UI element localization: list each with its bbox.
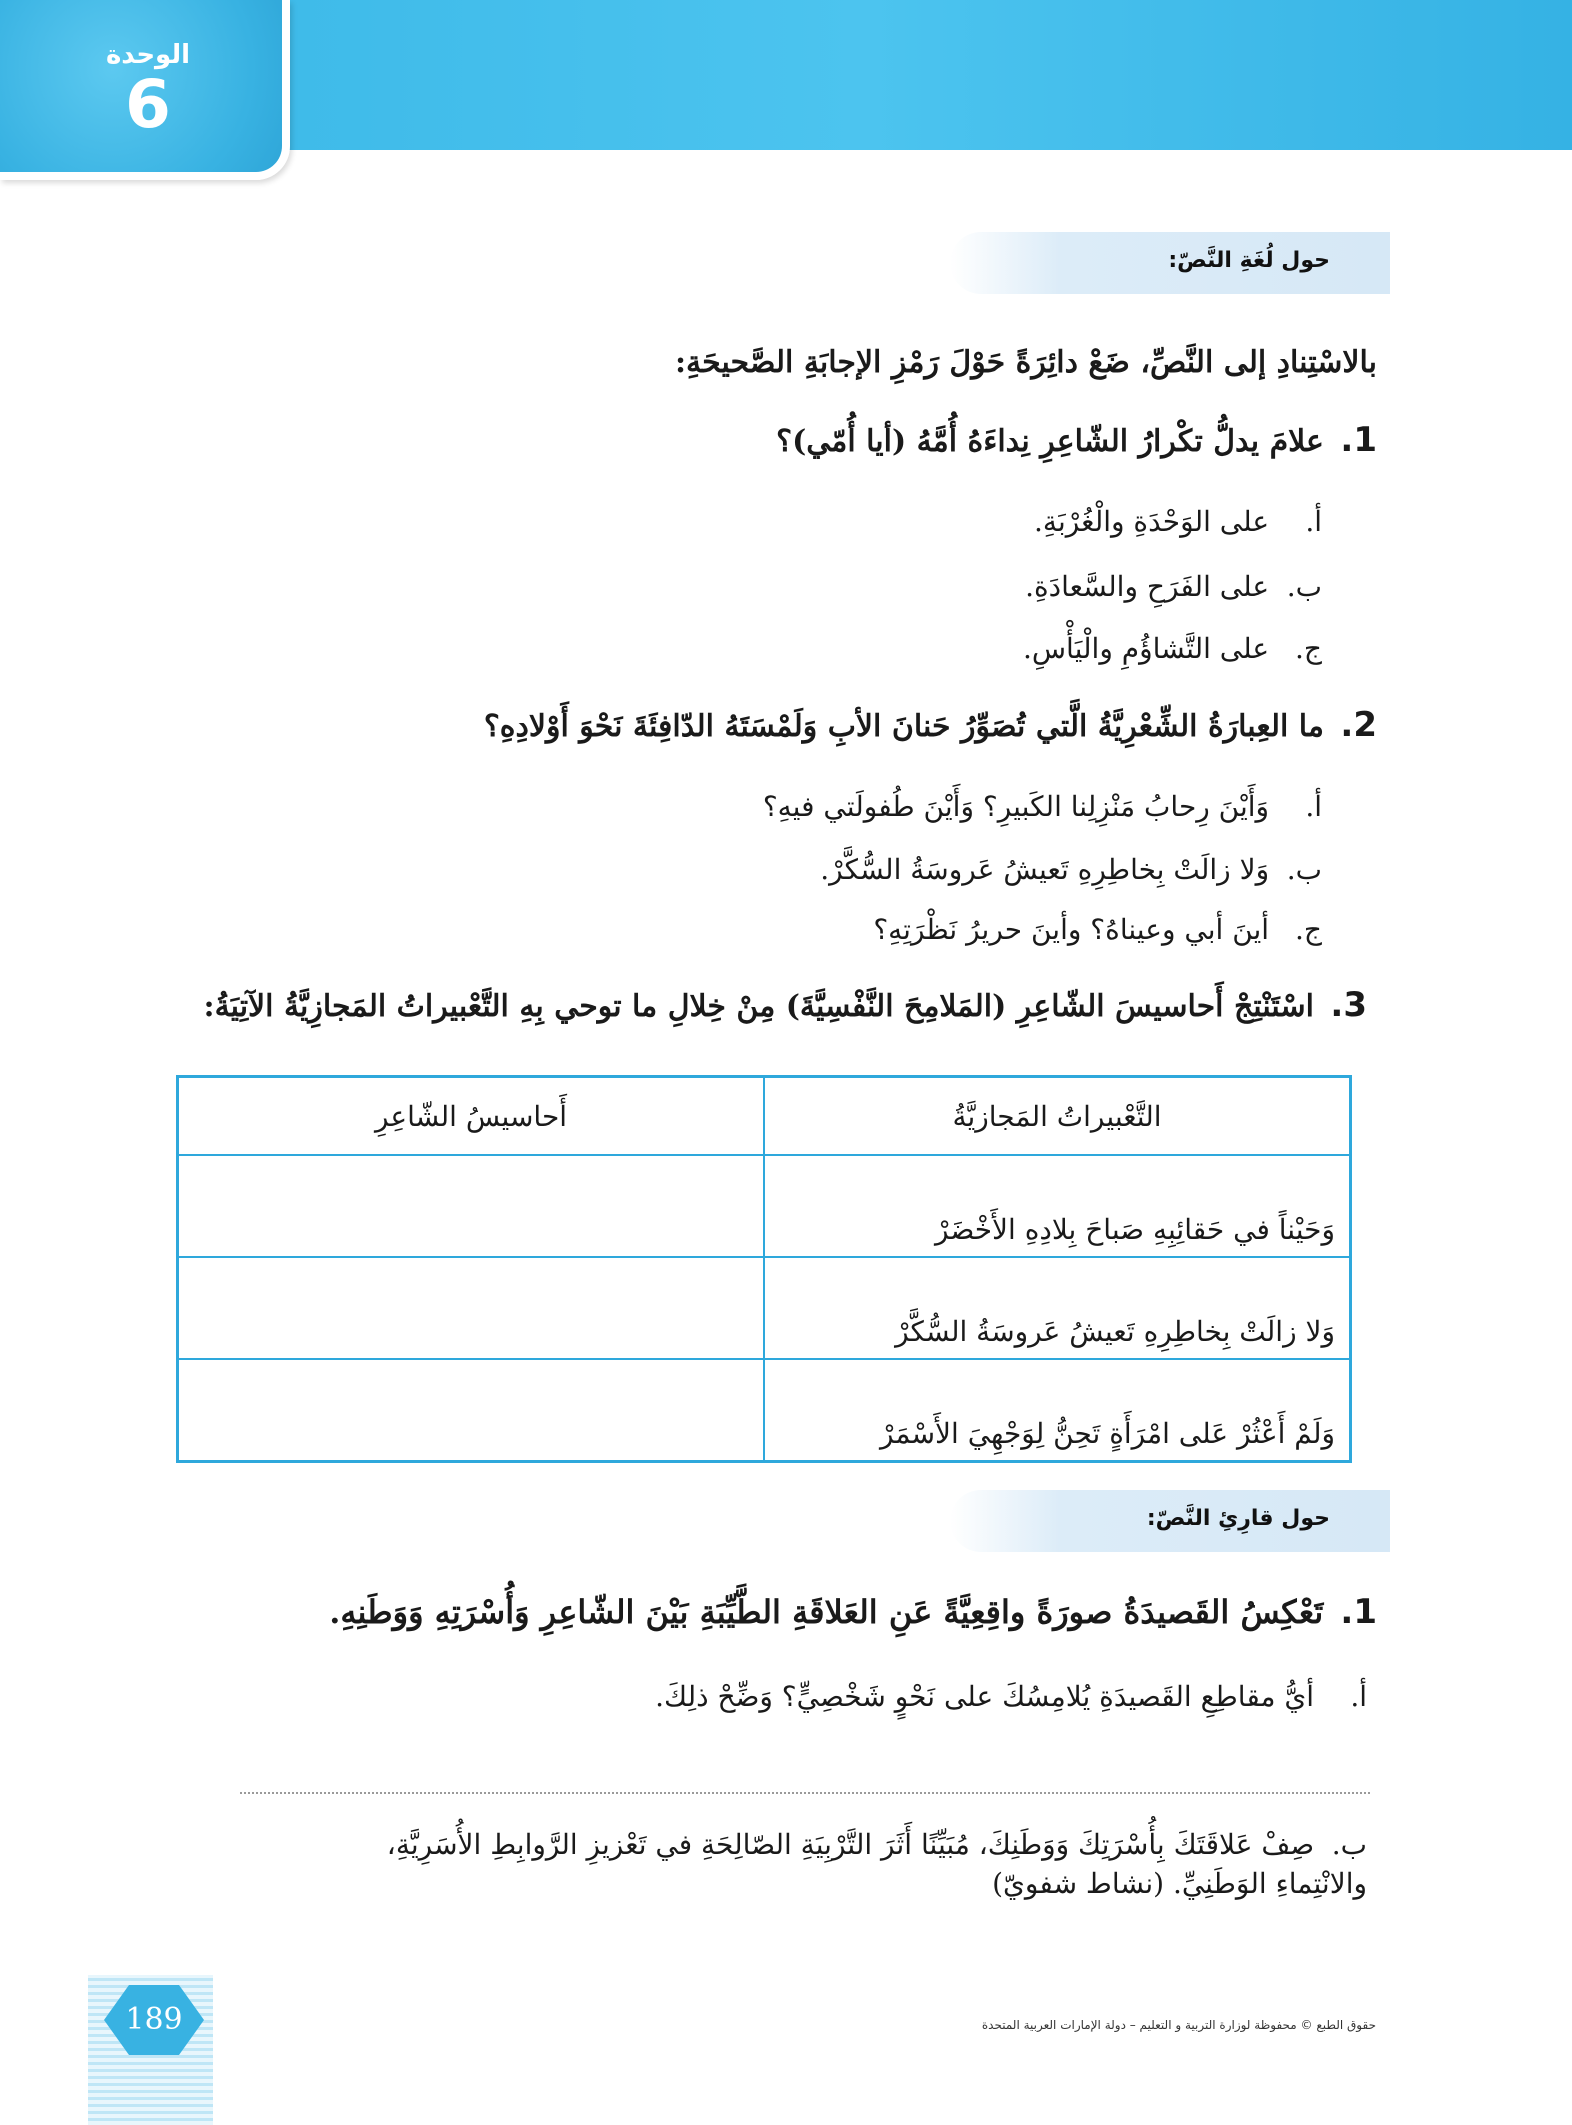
table-header-row [178, 1077, 1351, 1156]
question-2-number: 2. [1340, 705, 1377, 745]
unit-label: الوحدة [105, 40, 191, 70]
table-cell-feeling-input[interactable] [178, 1257, 765, 1359]
reader-option-a-text: أيُّ مقاطِعِ القَصيدَةِ يُلامِسُكَ على نَحْوٍ شَخْصِيٍّ؟ وَضِّحْ ذلِكَ. [655, 1680, 1315, 1713]
unit-badge [0, 0, 290, 180]
q1-option-b[interactable] [1025, 570, 1322, 603]
q1-option-c-text: على التَّشاؤُمِ والْيَأْسِ. [1022, 632, 1270, 665]
answer-line[interactable] [240, 1792, 1370, 1794]
table-row [178, 1155, 1351, 1257]
question-3-text: اسْتَنْتِجْ أَحاسيسَ الشّاعِرِ (المَلامِحَ النَّفْسِيَّةَ) مِنْ خِلالِ ما توحي بِهِ التَّعْبيراتُ المَجازِيَّةُ الآتِيَةُ: [203, 989, 1314, 1024]
table-header-expressions: التَّعْبيراتُ المَجازيَّةُ [764, 1077, 1351, 1156]
q2-option-a-letter: أ. [1305, 790, 1322, 823]
table-row [178, 1257, 1351, 1359]
page-number: 189 [125, 2002, 183, 2037]
section-heading-reader [950, 1490, 1390, 1552]
q2-option-c[interactable] [873, 913, 1322, 946]
q2-option-c-text: أينَ أبي وعيناهُ؟ وأينَ حريرُ نَظْرَتِهِ؟ [873, 913, 1270, 946]
question-1 [776, 420, 1377, 460]
question-3-number: 3. [1330, 985, 1367, 1025]
reader-question-1-number: 1. [1340, 1592, 1377, 1632]
figurative-expressions-table [176, 1075, 1352, 1463]
reader-question-1-text: تَعْكِسُ القَصيدَةُ صورَةً واقِعِيَّةً عَنِ العَلاقَةِ الطَّيِّبَةِ بَيْنَ الشّاعِرِ وَأُسْرَتِهِ وَوَطَنِهِ. [329, 1593, 1324, 1631]
question-2-text: ما العِبارَةُ الشِّعْرِيَّةُ الَّتي تُصَوِّرُ حَنانَ الأبِ وَلَمْسَتَهُ الدّافِئَةَ نَحْوَ أَوْلادِهِ؟ [483, 709, 1324, 744]
q1-option-b-letter: ب. [1286, 570, 1322, 603]
q2-option-b[interactable] [820, 853, 1322, 886]
table-cell-feeling-input[interactable] [178, 1359, 765, 1462]
q1-option-a-letter: أ. [1305, 505, 1322, 538]
table-header-feelings: أَحاسيسُ الشّاعِرِ [178, 1077, 765, 1156]
q1-option-b-text: على الفَرَحِ والسَّعادَةِ. [1025, 570, 1270, 603]
q1-option-c[interactable] [1023, 632, 1322, 665]
q2-option-a-text: وَأَيْنَ رِحابُ مَنْزِلِنا الكَبيرِ؟ وَأَيْنَ طُفولَتي فيهِ؟ [762, 790, 1270, 823]
section-heading-language [950, 232, 1390, 294]
q2-option-a[interactable] [763, 790, 1322, 823]
section-heading-reader-text: حول قارِئِ النَّصّ: [1146, 1506, 1330, 1531]
section-heading-language-text: حول لُغَةِ النَّصّ: [1168, 248, 1330, 273]
reader-option-b [317, 1825, 1367, 1903]
unit-number: 6 [125, 66, 171, 143]
question-1-text: علامَ يدلُّ تكْرارُ الشّاعِرِ نِداءَهُ أُمَّهُ (أيا أُمّي)؟ [776, 424, 1324, 459]
q2-option-c-letter: ج. [1295, 913, 1322, 946]
q1-option-a-text: على الوَحْدَةِ والْغُرْبَةِ. [1034, 505, 1270, 538]
question-1-number: 1. [1340, 420, 1377, 460]
instruction-text: بالاسْتِنادِ إلى النَّصِّ، ضَعْ دائِرَةً حَوْلَ رَمْزِ الإجابَةِ الصَّحيحَةِ: [674, 345, 1377, 380]
table-cell-feeling-input[interactable] [178, 1155, 765, 1257]
reader-option-b-text: صِفْ عَلاقَتَكَ بِأُسْرَتِكَ وَوَطَنِكَ، مُبَيِّنًا أَثَرَ التَّرْبِيَةِ الصّالِحَةِ في تَعْزيزِ الرَّوابِطِ الأُسَرِيَّةِ، والانْتِماءِ الوَطَنِيِّ. (نشاط شفويّ) [386, 1828, 1367, 1901]
question-2 [484, 705, 1377, 745]
reader-option-a-letter: أ. [1350, 1680, 1367, 1713]
reader-question-1 [329, 1592, 1377, 1632]
table-cell-expression: وَلَمْ أَعْثُرْ عَلى امْرَأَةٍ تَحِنُّ لِوَجْهِيَ الأَسْمَرْ [764, 1359, 1351, 1462]
question-3 [204, 985, 1368, 1025]
q2-option-b-text: وَلا زالَتْ بِخاطِرِهِ تَعيشُ عَروسَةُ السُّكَّرْ. [820, 853, 1270, 886]
reader-option-a [655, 1680, 1367, 1713]
q2-option-b-letter: ب. [1286, 853, 1322, 886]
q1-option-a[interactable] [1034, 505, 1322, 538]
table-cell-expression: وَحَيْناً في حَقائِبِهِ صَباحَ بِلادِهِ الأَخْضَرْ [764, 1155, 1351, 1257]
copyright-note: حقوق الطبع © محفوظة لوزارة التربية و التعليم – دولة الإمارات العربية المتحدة [981, 2018, 1376, 2032]
reader-option-b-letter: ب. [1331, 1828, 1367, 1861]
table-cell-expression: وَلا زالَتْ بِخاطِرِهِ تَعيشُ عَروسَةُ السُّكَّرْ [764, 1257, 1351, 1359]
q1-option-c-letter: ج. [1295, 632, 1322, 665]
table-row [178, 1359, 1351, 1462]
